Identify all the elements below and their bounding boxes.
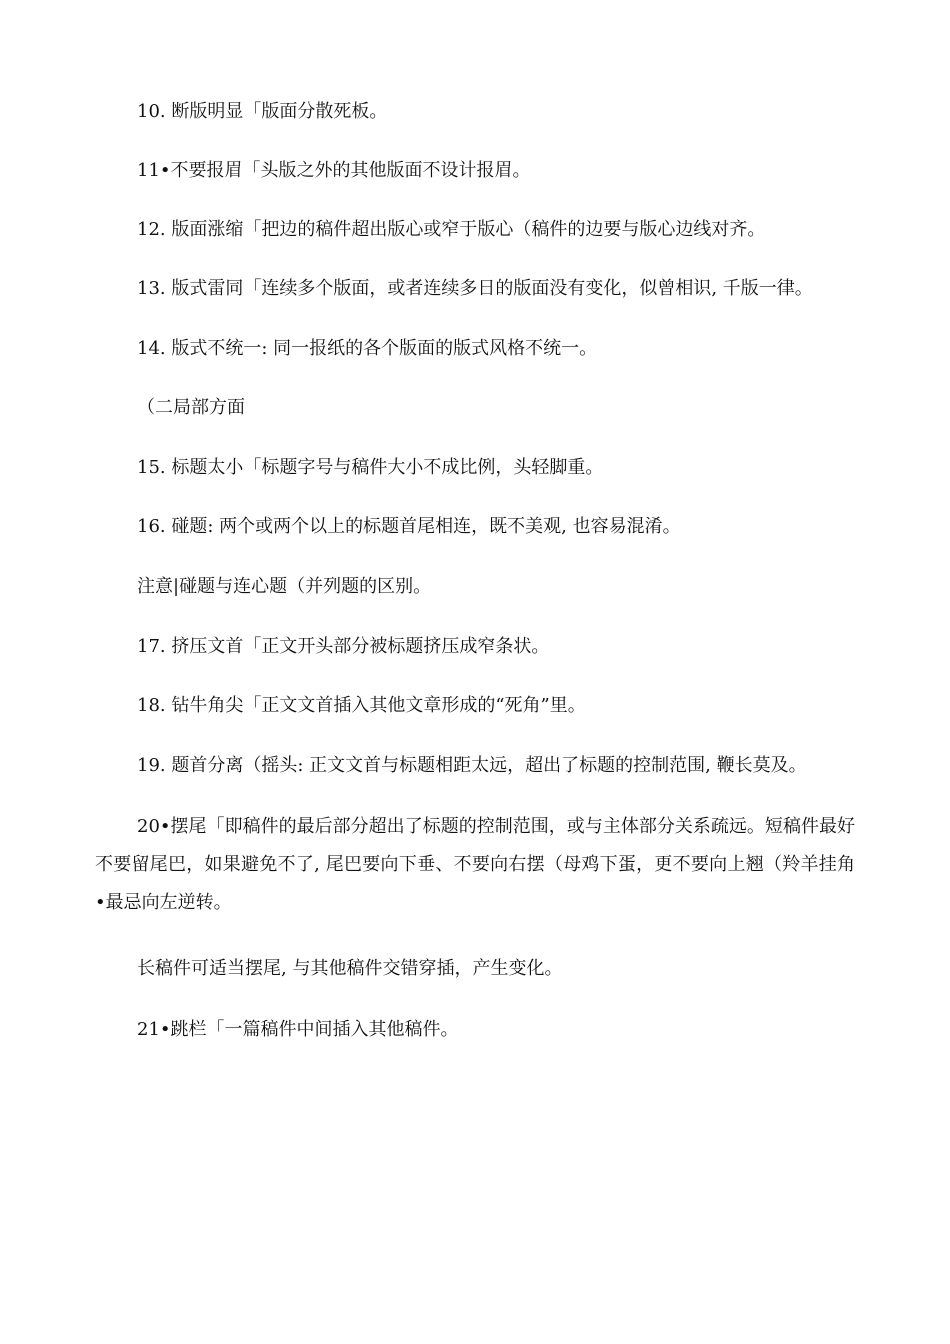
text-line-14: 14. 版式不统一: 同一报纸的各个版面的版式风格不统一。: [137, 338, 598, 359]
text-line-17: 17. 挤压文首「正文开头部分被标题挤压成窄条状。: [137, 636, 550, 657]
text-line-note: 注意|碰题与连心题（并列题的区别。: [137, 576, 432, 597]
text-line-10: 10. 断版明显「版面分散死板。: [137, 101, 388, 122]
text-line-19: 19. 题首分离（摇头: 正文文首与标题相距太远，超出了标题的控制范围, 鞭长莫及。: [137, 755, 807, 776]
text-line-12: 12. 版面涨缩「把边的稿件超出版心或窄于版心（稿件的边要与版心边线对齐。: [137, 219, 766, 240]
text-line-21: 21•跳栏「一篇稿件中间插入其他稿件。: [137, 1019, 459, 1040]
paragraph-20: 20•摆尾「即稿件的最后部分超出了标题的控制范围，或与主体部分关系疏远。短稿件最好不要留尾巴，如果避免不了, 尾巴要向下垂、不要向右摆（母鸡下蛋，更不要向上翘（羚羊挂角•最忌向左逆转。: [95, 816, 855, 913]
text-line-11: 11•不要报眉「头版之外的其他版面不设计报眉。: [137, 160, 531, 181]
text-line-long-article: 长稿件可适当摆尾, 与其他稿件交错穿插，产生变化。: [137, 958, 563, 979]
text-line-13: 13. 版式雷同「连续多个版面，或者连续多日的版面没有变化，似曾相识, 千版一律。: [137, 278, 813, 299]
section-heading-local: （二局部方面: [137, 397, 245, 418]
text-line-16: 16. 碰题: 两个或两个以上的标题首尾相连，既不美观, 也容易混淆。: [137, 516, 681, 537]
text-line-15: 15. 标题太小「标题字号与稿件大小不成比例，头轻脚重。: [137, 457, 604, 478]
text-line-18: 18. 钻牛角尖「正文文首插入其他文章形成的“死角”里。: [137, 695, 586, 716]
